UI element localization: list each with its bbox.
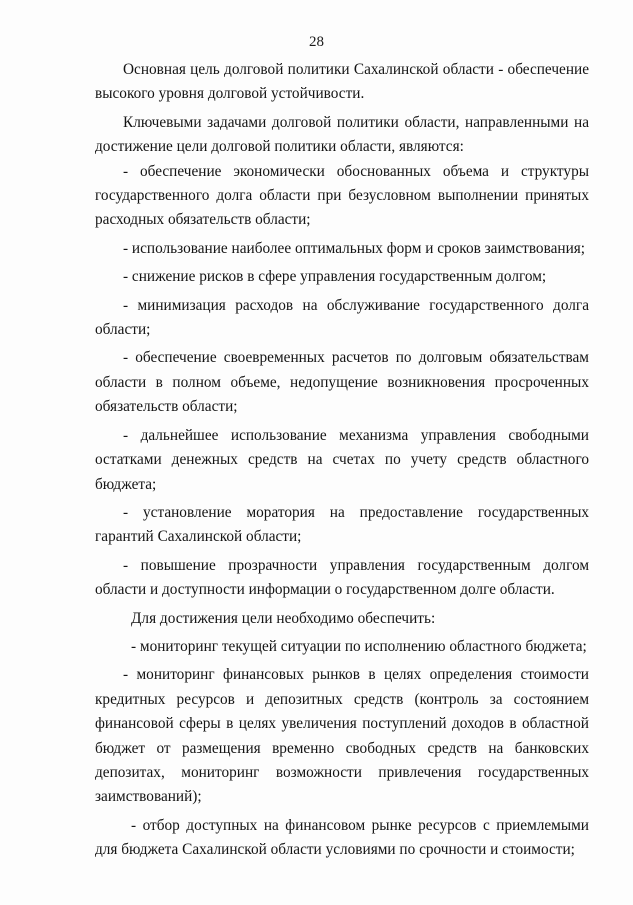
- list-item: - обеспечение экономически обоснованных объема и структуры государственного долга области при безусловном выполнении принятых расходных обязательств области;: [95, 162, 589, 229]
- list-item: - обеспечение своевременных расчетов по долговым обязательствам области в полном объеме, недопущение возникновения просроченных обязательств области;: [95, 349, 589, 416]
- paragraph-requirements-intro: Для достижения цели необходимо обеспечить:: [131, 609, 436, 627]
- list-item: - мониторинг текущей ситуации по исполнению областного бюджета;: [131, 637, 587, 655]
- document-body: [95, 58, 589, 863]
- list-item: - минимизация расходов на обслуживание государственного долга области;: [95, 296, 589, 339]
- paragraph-goal: Основная цель долговой политики Сахалинской области - обеспечение высокого уровня долговой устойчивости.: [95, 61, 589, 103]
- list-item: - установление моратория на предоставление государственных гарантий Сахалинской области;: [95, 503, 589, 546]
- list-item: - использование наиболее оптимальных форм и сроков заимствования;: [123, 239, 586, 257]
- list-item: - снижение рисков в сфере управления государственным долгом;: [123, 268, 547, 286]
- list-item: - отбор доступных на финансовом рынке ресурсов с приемлемыми для бюджета Сахалинской области условиями по срочности и стоимости;: [95, 816, 589, 859]
- list-item: - повышение прозрачности управления государственным долгом области и доступности информации о государственном долге области.: [95, 556, 589, 599]
- paragraph-tasks-intro: Ключевыми задачами долговой политики области, направленными на достижение цели долговой политики области, являются:: [95, 113, 589, 156]
- list-item: - мониторинг финансовых рынков в целях определения стоимости кредитных ресурсов и депозитных средств (контроль за состоянием финансовой сферы в целях увеличения поступлений доходов в областной бюджет от размещения временно свободных средств на банковских депозитах, мониторинг возможности привлечения государственных заимствований);: [95, 666, 589, 806]
- list-item: - дальнейшее использование механизма управления свободными остатками денежных средств на счетах по учету средств областного бюджета;: [95, 426, 589, 493]
- page-number: 28: [309, 34, 324, 50]
